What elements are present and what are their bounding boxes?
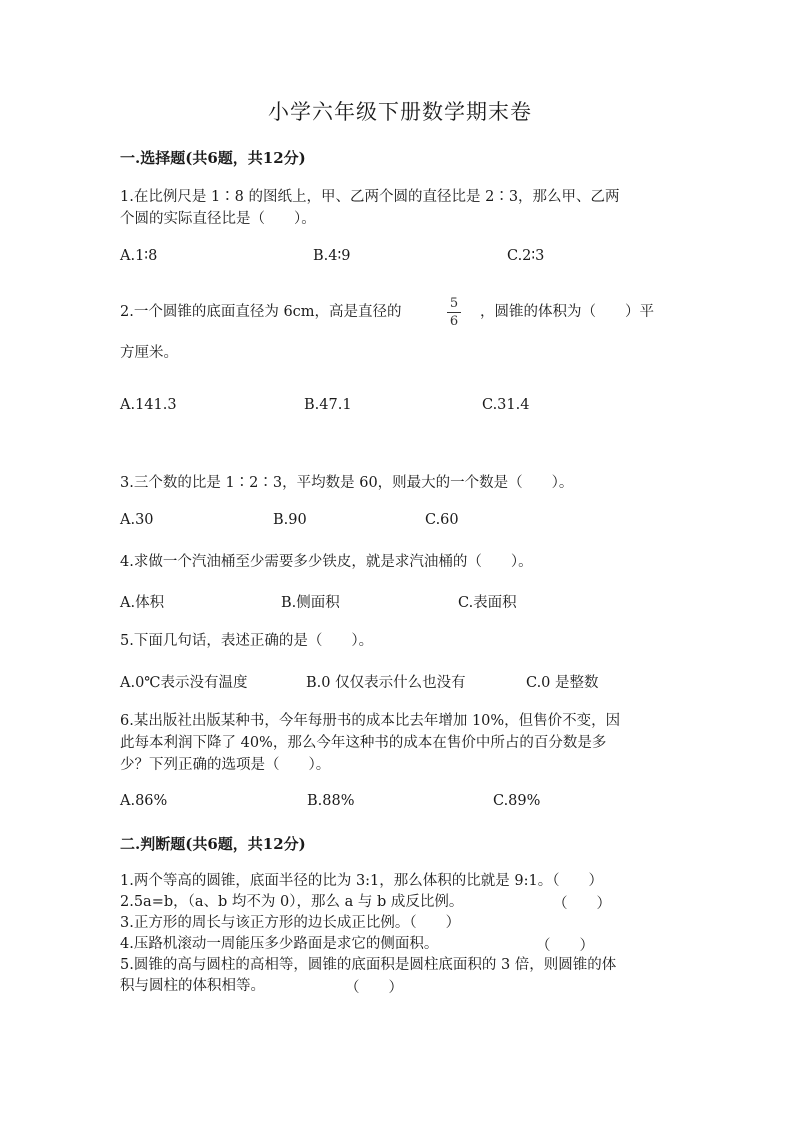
question-3: 3.三个数的比是 1∶2∶3，平均数是 60，则最大的一个数是（ ）。 [120,475,574,491]
fraction-bar [447,312,461,313]
judgement-5-line-2: 积与圆柱的体积相等。 [120,978,265,994]
question-1-option-a: A.1∶8 [120,248,158,264]
judgement-2-answer-blank: （ ） [553,896,611,912]
question-1-line-1: 1.在比例尺是 1∶8 的图纸上，甲、乙两个圆的直径比是 2∶3，那么甲、乙两 [120,189,620,205]
fraction-denominator: 6 [449,314,459,329]
question-1 [120,186,680,230]
question-2-option-b: B.47.1 [304,397,352,413]
judgement-1: 1.两个等高的圆锥，底面半径的比为 3:1，那么体积的比就是 9:1。（ ） [120,873,603,889]
question-5: 5.下面几句话，表述正确的是（ ）。 [120,633,374,649]
question-2-text-after: ，圆锥的体积为（ ）平 [480,304,654,320]
question-6-option-a: A.86% [120,793,168,809]
question-4-option-b: B.侧面积 [281,595,340,611]
question-6-option-b: B.88% [307,793,355,809]
question-6-option-c: C.89% [493,793,541,809]
question-1-option-b: B.4∶9 [313,248,351,264]
question-3-option-c: C.60 [425,512,459,528]
judgement-5-line-1: 5.圆锥的高与圆柱的高相等，圆锥的底面积是圆柱底面积的 3 倍，则圆锥的体 [120,957,617,973]
question-3-option-b: B.90 [273,512,307,528]
question-1-line-2: 个圆的实际直径比是（ ）。 [120,211,316,227]
question-5-option-a: A.0℃表示没有温度 [120,675,248,691]
section-heading-judgement: 二.判断题(共6题，共12分) [120,835,306,853]
judgement-5-answer-blank: （ ） [345,980,403,996]
question-5-option-c: C.0 是整数 [526,675,599,691]
fraction-numerator: 5 [449,296,459,311]
question-2-line-2: 方厘米。 [120,345,178,361]
question-4-option-a: A.体积 [120,595,165,611]
question-6-line-3: 少？下列正确的选项是（ ）。 [120,757,331,773]
question-5-option-b: B.0 仅仅表示什么也没有 [306,675,466,691]
question-6-line-2: 此每本利润下降了 40%，那么今年这种书的成本在售价中所占的百分数是多 [120,735,607,751]
question-1-option-c: C.2∶3 [507,248,545,264]
question-2-option-c: C.31.4 [482,397,530,413]
section-heading-choice: 一.选择题(共6题，共12分) [120,149,306,167]
fraction-five-sixths [444,296,464,329]
question-6-line-1: 6.某出版社出版某种书，今年每册书的成本比去年增加 10%，但售价不变，因 [120,713,621,729]
judgement-2: 2.5a=b，（a、b 均不为 0），那么 a 与 b 成反比例。 [120,894,464,910]
question-6 [120,710,680,776]
judgement-4: 4.压路机滚动一周能压多少路面是求它的侧面积。 [120,936,439,952]
judgement-3: 3.正方形的周长与该正方形的边长成正比例。（ ） [120,915,461,931]
question-4-option-c: C.表面积 [458,595,517,611]
question-3-option-a: A.30 [120,512,154,528]
question-4: 4.求做一个汽油桶至少需要多少铁皮，就是求汽油桶的（ ）。 [120,554,533,570]
question-2-option-a: A.141.3 [120,397,177,413]
question-2-text-before: 2.一个圆锥的底面直径为 6cm，高是直径的 [120,304,402,320]
page-title: 小学六年级下册数学期末卷 [268,100,532,124]
judgement-4-answer-blank: （ ） [536,938,594,954]
